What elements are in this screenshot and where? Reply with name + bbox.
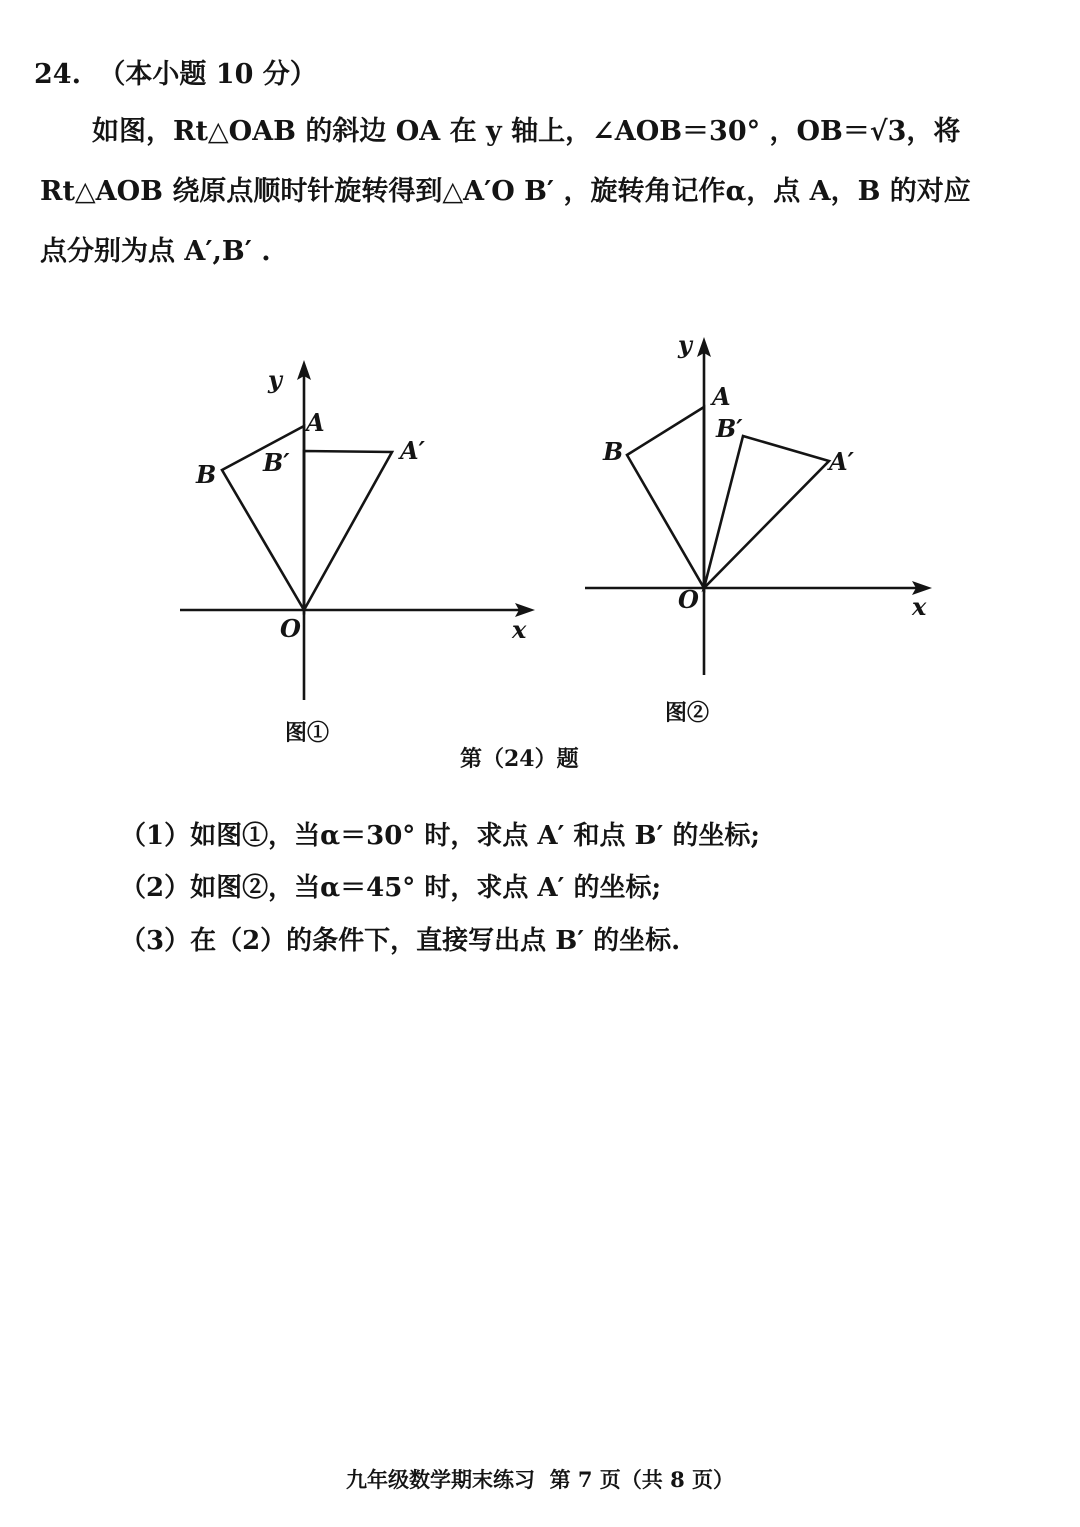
question-number: 24.: [34, 59, 81, 90]
figure-2-caption: 图②: [665, 700, 710, 726]
fig2-label-x: x: [912, 592, 927, 621]
fig2-label-y: y: [678, 330, 692, 359]
fig2-label-B: B: [603, 437, 624, 466]
fig1-label-B-prime: B′: [263, 448, 290, 477]
figure-2: [575, 325, 955, 685]
fig2-label-B-prime: B′: [716, 414, 743, 443]
part-1: （1）如图①，当α＝30° 时，求点 A′ 和点 B′ 的坐标;: [120, 821, 760, 851]
fig2-triangle-ABO: [627, 407, 704, 588]
fig1-label-B: B: [196, 460, 217, 489]
fig1-label-x: x: [512, 615, 527, 644]
question-points: （本小题 10 分）: [98, 59, 317, 90]
fig2-label-O: O: [678, 585, 699, 614]
intro-line-3: 点分别为点 A′,B′ .: [40, 236, 271, 267]
page-footer: 九年级数学期末练习 第 7 页（共 8 页）: [345, 1467, 735, 1492]
fig1-label-y: y: [268, 365, 282, 394]
fig2-label-A-prime: A′: [829, 447, 854, 476]
figure-1-caption: 图①: [285, 720, 330, 746]
fig1-label-O: O: [280, 614, 301, 643]
fig1-label-A-prime: A′: [400, 436, 425, 465]
fig2-label-A: A: [712, 382, 731, 411]
intro-line-1: 如图，Rt△OAB 的斜边 OA 在 y 轴上，∠AOB＝30° ，OB＝√3，将: [92, 116, 961, 147]
figure-caption: 第（24）题: [460, 746, 579, 772]
fig2-triangle-A1B1O: [704, 436, 829, 588]
intro-line-2: Rt△AOB 绕原点顺时针旋转得到△A′O B′ ，旋转角记作α，点 A，B 的对应: [40, 176, 971, 207]
figure-1: [170, 355, 570, 715]
part-3: （3）在（2）的条件下，直接写出点 B′ 的坐标.: [120, 926, 681, 956]
fig1-label-A: A: [306, 408, 325, 437]
part-2: （2）如图②，当α＝45° 时，求点 A′ 的坐标;: [120, 873, 662, 903]
fig1-triangle-A1B1O: [304, 451, 392, 610]
question-header: [34, 52, 317, 91]
